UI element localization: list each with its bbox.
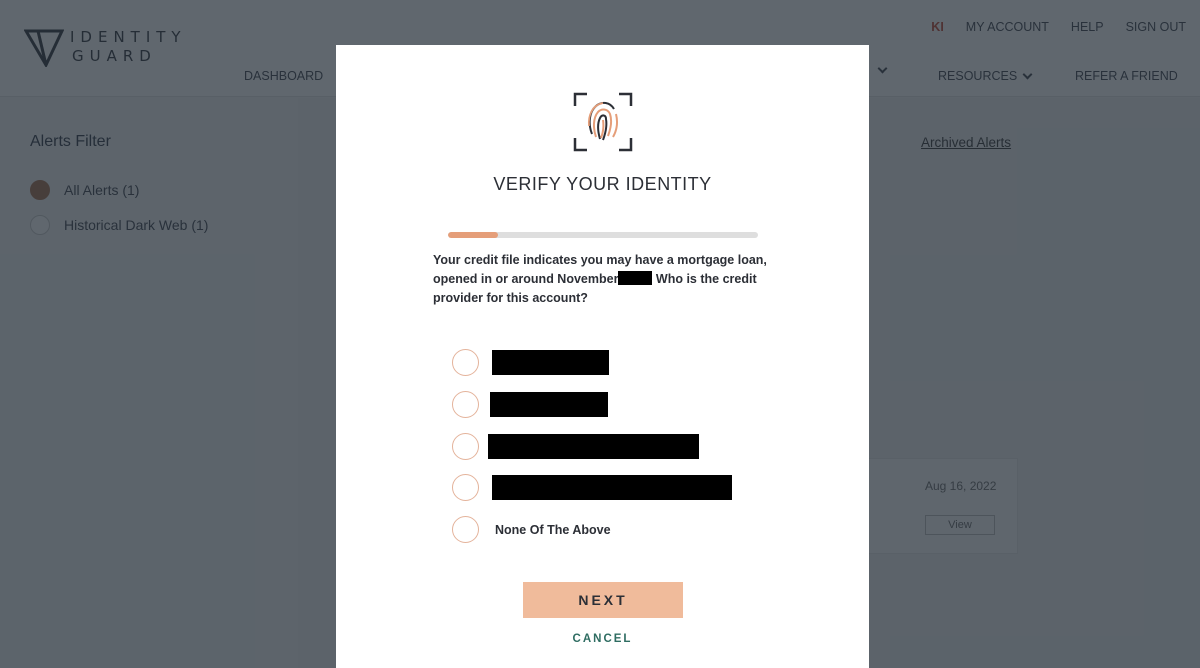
- answer-option-1[interactable]: [452, 349, 479, 376]
- answer-radio[interactable]: [452, 349, 479, 376]
- answer-option-3[interactable]: [452, 433, 479, 460]
- next-button[interactable]: NEXT: [523, 582, 683, 618]
- progress-bar: [448, 232, 758, 238]
- question-text-part1: Your credit file indicates you may have a mortgage loan, opened in or around November: [433, 253, 767, 286]
- progress-fill: [448, 232, 498, 238]
- cancel-link[interactable]: CANCEL: [572, 633, 633, 645]
- answer-radio[interactable]: [452, 516, 479, 543]
- fingerprint-icon: [573, 92, 633, 152]
- verification-question: [433, 251, 783, 308]
- redacted-answer: [488, 434, 699, 459]
- redacted-year: [618, 271, 652, 285]
- modal-title: VERIFY YOUR IDENTITY: [493, 174, 712, 194]
- redacted-answer: [490, 392, 608, 417]
- redacted-answer: [492, 475, 732, 500]
- answer-option-none[interactable]: [452, 516, 611, 543]
- answer-radio[interactable]: [452, 474, 479, 501]
- answer-option-4[interactable]: [452, 474, 479, 501]
- answer-radio[interactable]: [452, 391, 479, 418]
- redacted-answer: [492, 350, 609, 375]
- question-text-part2: Who is the credit provider for this account?: [433, 272, 757, 305]
- verify-identity-modal: [336, 45, 869, 668]
- answer-option-2[interactable]: [452, 391, 479, 418]
- answer-label: None Of The Above: [495, 522, 611, 537]
- answer-radio[interactable]: [452, 433, 479, 460]
